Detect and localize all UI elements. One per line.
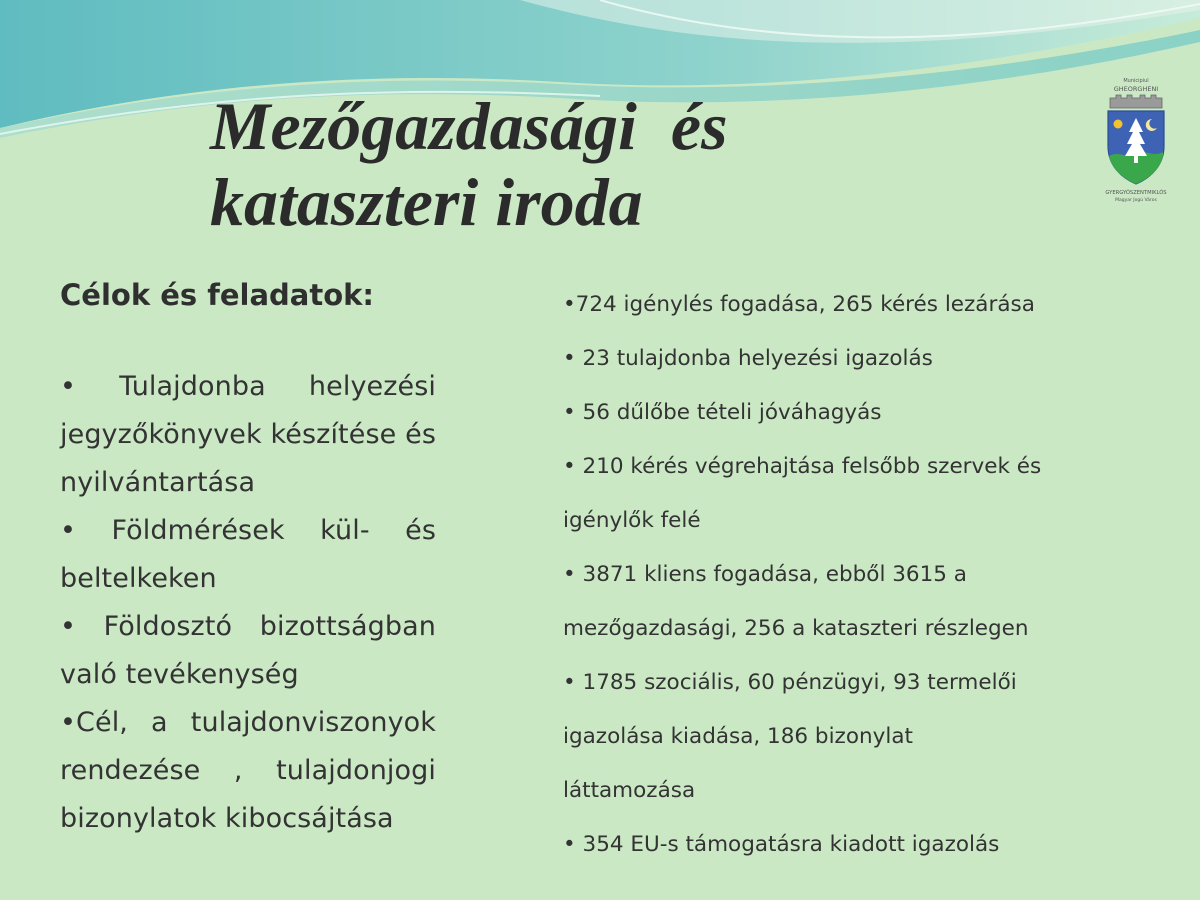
goal-item: •Cél, a tulajdonviszonyok rendezése , tulajdonjogi bizonylatok kibocsájtása (60, 707, 436, 834)
statistic-line: •724 igénylés fogadása, 265 kérés lezárása (563, 292, 1035, 317)
goal-item: • Földosztó bizottságban való tevékenység (60, 611, 436, 690)
slide-title (210, 88, 1030, 240)
statistic-line: • 354 EU-s támogatásra kiadott igazolás (563, 832, 1000, 857)
statistic-line: • 23 tulajdonba helyezési igazolás (563, 346, 933, 371)
statistic-line: igénylők felé (563, 508, 701, 533)
crest-top-small-text: Municipiul (1123, 78, 1149, 84)
coat-of-arms-shield-icon (1102, 94, 1170, 186)
statistic-line: • 210 kérés végrehajtása felsőbb szervek és (563, 454, 1042, 479)
title-line-1: Mezőgazdasági és (210, 88, 728, 164)
goal-item: • Földmérések kül- és beltelkeken (60, 515, 436, 594)
goals-heading: Célok és feladatok: (60, 278, 375, 312)
goal-item: • Tulajdonba helyezési jegyzőkönyvek készítése és nyilvántartása (60, 371, 436, 498)
crest-top-name: GHEORGHENI (1113, 85, 1159, 93)
goals-list (60, 363, 436, 843)
crest-bottom-small-text: Magyar Jogú Város (1115, 198, 1157, 203)
city-coat-of-arms (1090, 78, 1182, 208)
statistics-column (563, 278, 1103, 872)
statistic-line: • 3871 kliens fogadása, ebből 3615 a (563, 562, 967, 587)
statistic-line: mezőgazdasági, 256 a kataszteri részlegen (563, 616, 1029, 641)
title-line-2: kataszteri iroda (210, 164, 643, 240)
goals-column (60, 275, 436, 843)
crest-bottom-name: GYERGYÓSZENTMIKLÓS (1105, 190, 1167, 196)
statistic-line: • 1785 szociális, 60 pénzügyi, 93 termelői (563, 670, 1017, 695)
statistic-line: igazolása kiadása, 186 bizonylat (563, 724, 913, 749)
statistic-line: láttamozása (563, 778, 696, 803)
statistic-line: • 56 dűlőbe tételi jóváhagyás (563, 400, 882, 425)
